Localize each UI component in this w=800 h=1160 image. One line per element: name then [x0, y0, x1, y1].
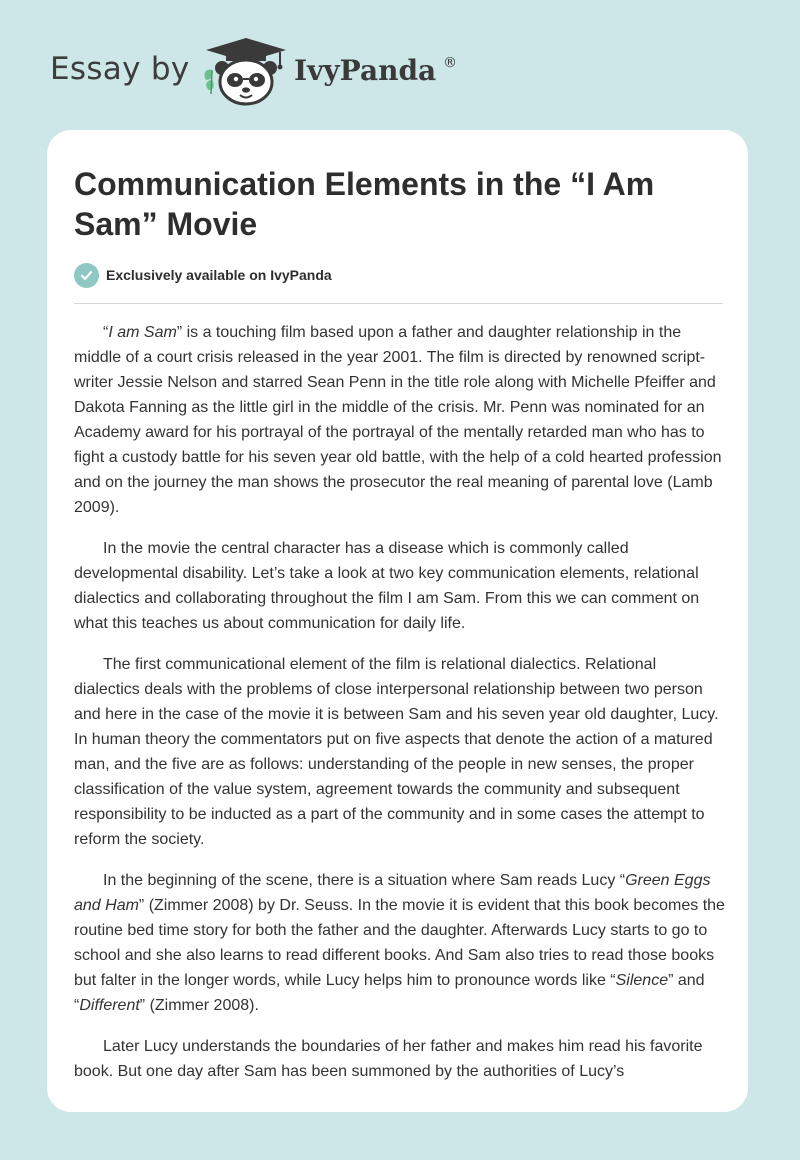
site-header: [0, 0, 800, 130]
essay-body: [74, 320, 726, 1100]
italic-title: Different: [79, 997, 140, 1014]
paragraph: The first communicational element of the film is relational dialectics. Relational dialectics deals with the problems of close interpersonal relationship between two person and here in the case of the movie it is between Sam and his seven year old daughter, Lucy. In human theory the commentators put on five aspects that denote the action of a matured man, and the five are as follows: understanding of the people in new senses, the proper classification of the value system, agreement towards the community and subsequent responsibility to be inducted as a part of the community and in some cases the attempt to reform the society.: [74, 656, 719, 848]
registered-mark: ®: [443, 55, 457, 71]
essay-card: [47, 130, 748, 1112]
check-circle-icon: [74, 263, 99, 288]
italic-title: Silence: [615, 972, 669, 989]
italic-title: Green Eggs and Ham: [74, 872, 711, 914]
paragraph: Later Lucy understands the boundaries of her father and makes him read his favorite book. But one day after Sam has been summoned by the authorities of Lucy’s: [74, 1038, 703, 1080]
essay-title: Communication Elements in the “I Am Sam” Movie: [74, 166, 655, 242]
paragraph: “I am Sam” is a touching film based upon a father and daughter relationship in the middle of a court crisis released in the year 2001. The film is directed by renowned script-writer Jessie Nelson and starred Sean Penn in the title role along with Michelle Pfeiffer and Dakota Fanning as the little girl in the middle of the crisis. Mr. Penn was nominated for an Academy award for his portrayal of the portrayal of the mentally retarded man who has to fight a custody battle for his seven year old battle, with the help of a cold hearted profession and on the journey the man shows the prosecutor the real meaning of parental love (Lamb 2009).: [74, 324, 722, 516]
panda-graduate-icon: [200, 34, 292, 108]
paragraph: In the beginning of the scene, there is a situation where Sam reads Lucy “Green Eggs and Ham” (Zimmer 2008) by Dr. Seuss. In the movie it is evident that this book becomes the routine bed time story for both the father and the daughter. Afterwards Lucy starts to go to school and she also learns to read different books. And Sam also tries to read those books but falter in the longer words, while Lucy helps him to pronounce words like “Silence” and “Different” (Zimmer 2008).: [74, 872, 725, 1014]
italic-title: I am Sam: [108, 324, 177, 341]
brand-name: IvyPanda: [294, 54, 437, 87]
badge-label: Exclusively available on IvyPanda: [106, 267, 332, 283]
brand-prefix: Essay by: [50, 51, 190, 87]
divider: [74, 303, 723, 304]
paragraph: In the movie the central character has a disease which is commonly called developmental disability. Let’s take a look at two key communication elements, relational dialectics and collaborating throughout the film I am Sam. From this we can comment on what this teaches us about communication for daily life.: [74, 540, 700, 632]
exclusive-badge: [74, 262, 332, 288]
